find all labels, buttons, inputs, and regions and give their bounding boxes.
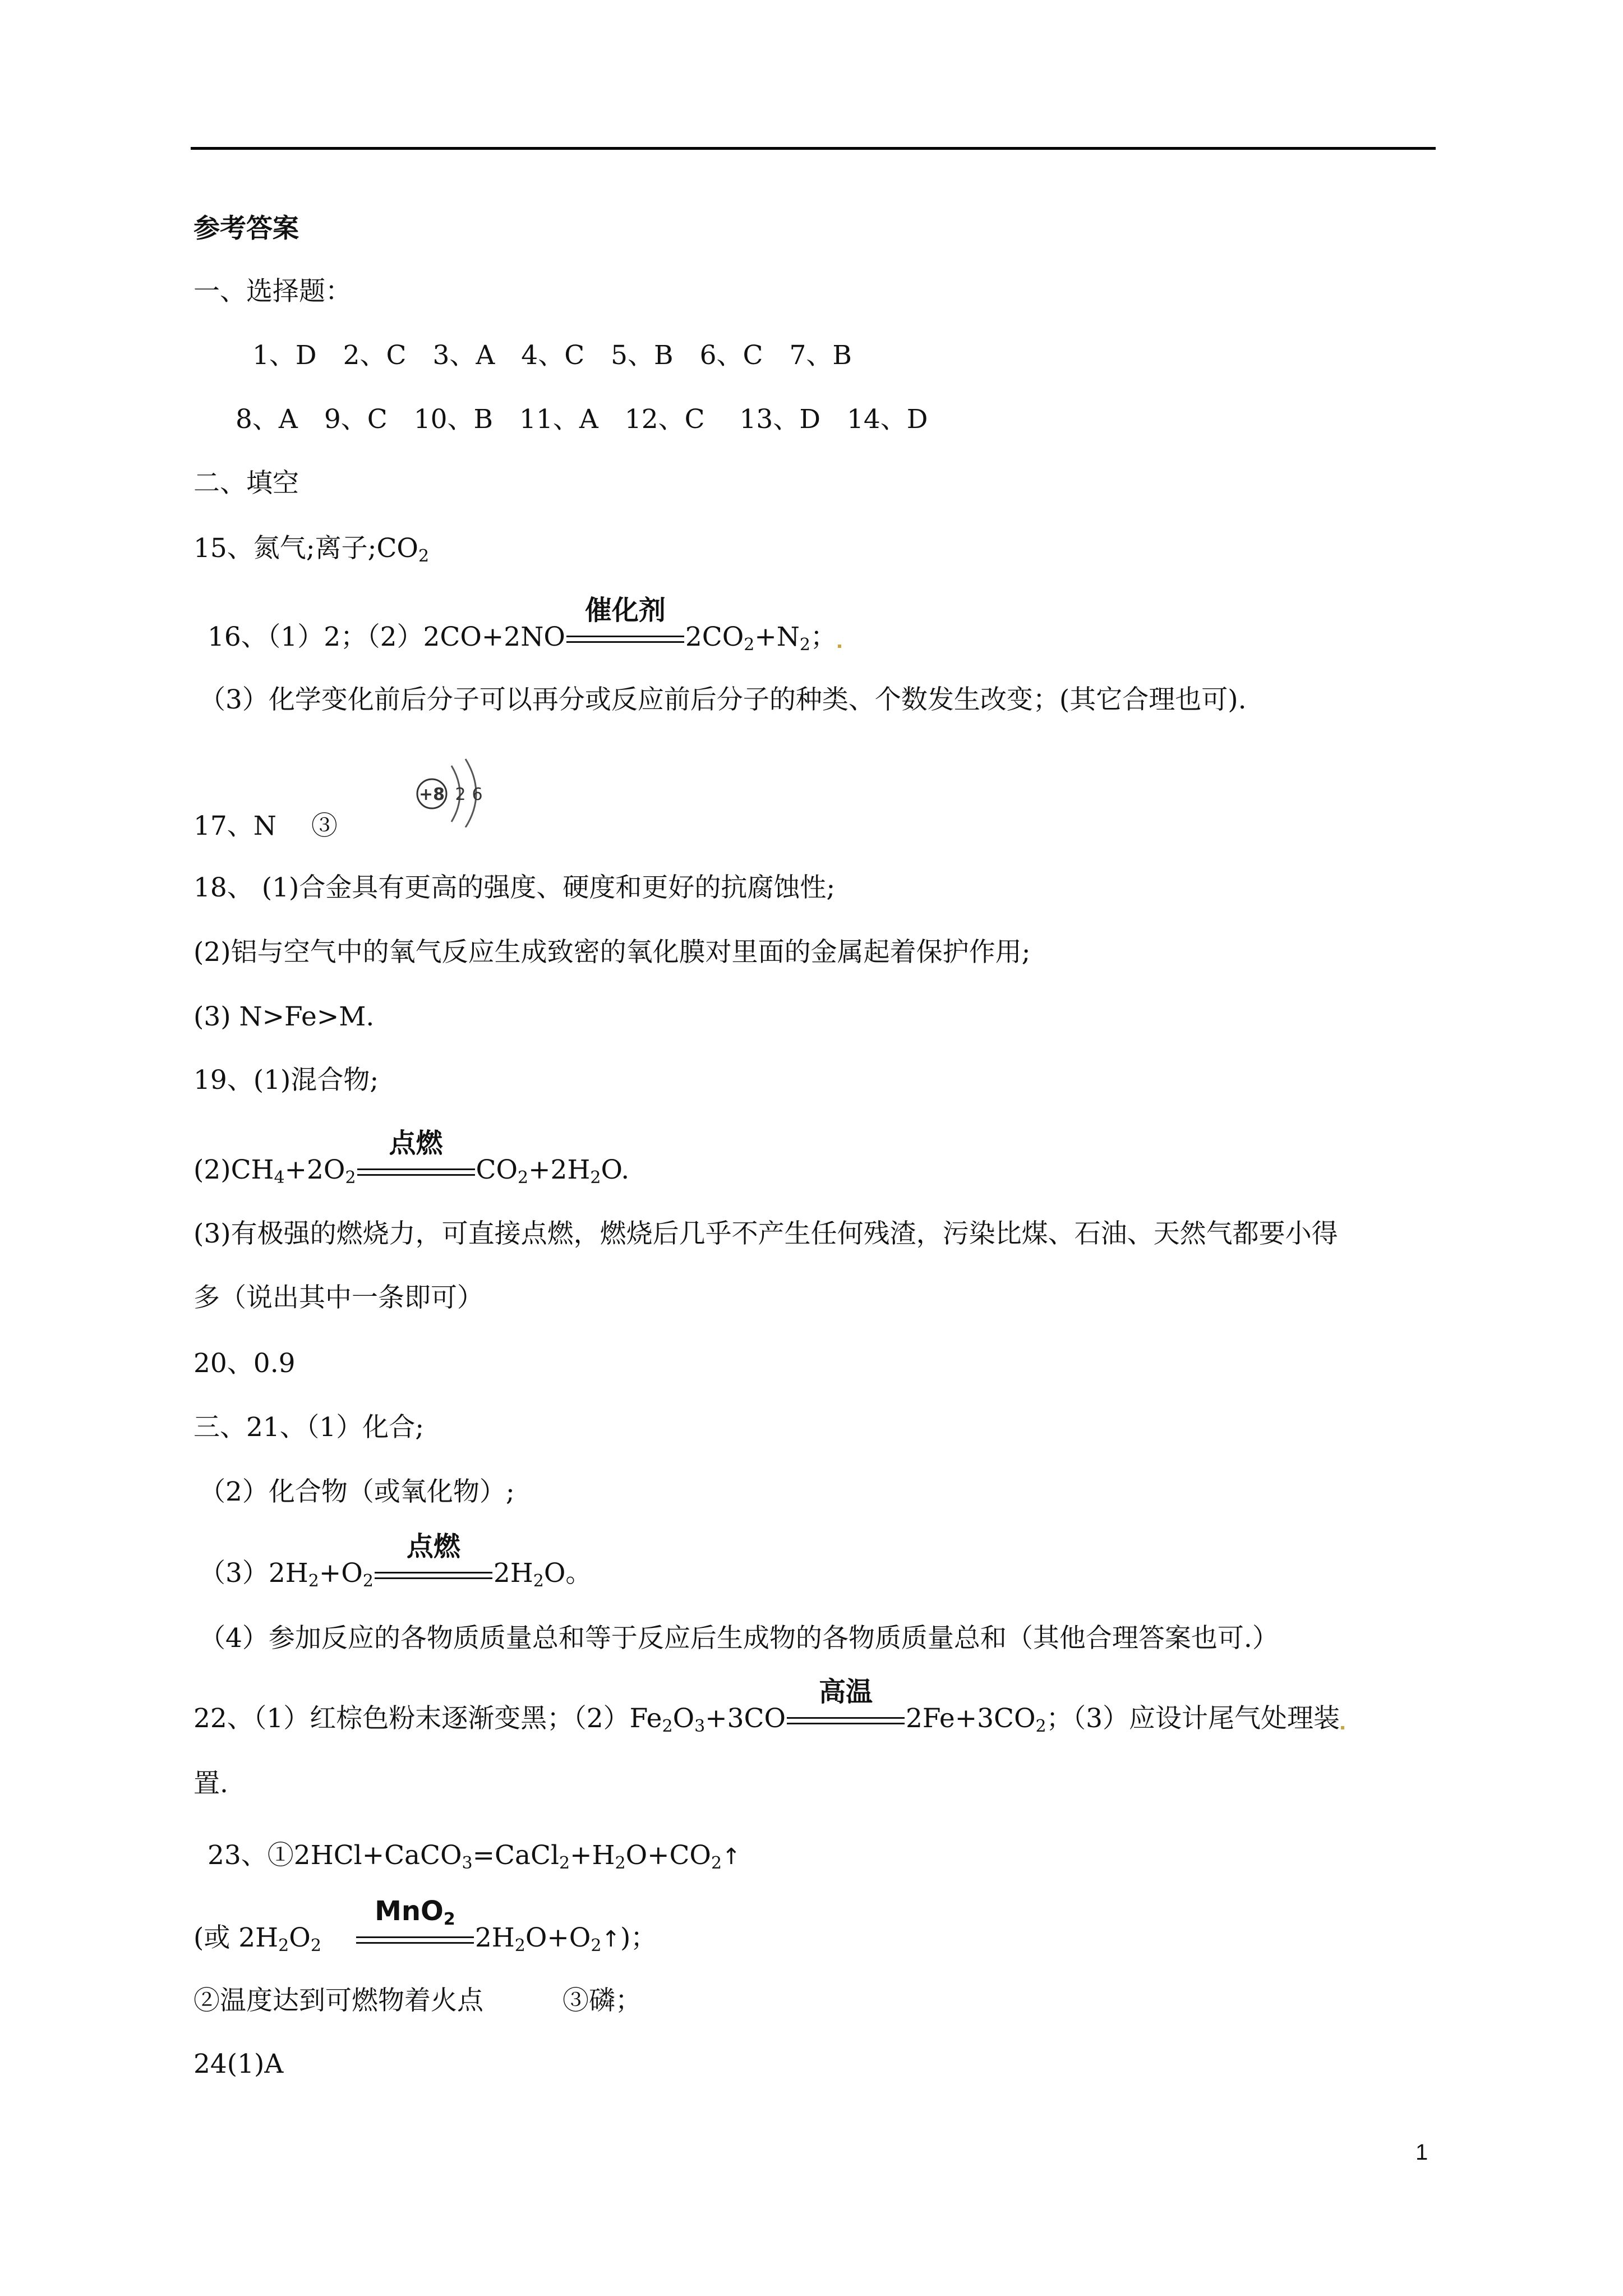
answer-21-part-2: （2）化合物（或氧化物）; bbox=[199, 1476, 515, 1507]
section-choice-heading: 一、选择题： bbox=[193, 276, 352, 307]
reaction-condition: 点燃 bbox=[357, 1153, 475, 1187]
answer-18-part-1: 18、 (1)合金具有更高的强度、硬度和更好的抗腐蚀性; bbox=[193, 872, 836, 903]
gas-arrow-icon: ↑ bbox=[601, 1926, 620, 1952]
page-title: 参考答案 bbox=[193, 213, 299, 244]
reaction-condition: 高温 bbox=[787, 1702, 905, 1736]
answer-16-part-3: （3）化学变化前后分子可以再分或反应前后分子的种类、个数发生改变；(其它合理也可). bbox=[199, 684, 1247, 715]
answer-18-part-2: (2)铝与空气中的氧气反应生成致密的氧化膜对里面的金属起着保护作用; bbox=[193, 937, 1031, 968]
choice-answers-row-1: 1、D 2、C 3、A 4、C 5、B 6、C 7、B bbox=[252, 340, 852, 371]
nucleus-charge: +8 bbox=[418, 785, 445, 804]
atomic-structure-diagram bbox=[409, 743, 505, 827]
choice-answers-row-2: 8、A 9、C 10、B 11、A 12、C 13、D 14、D bbox=[236, 404, 928, 435]
answer-19-equation: $(2)CH_4+2O_2$ 点燃 $CO_2+2H_2O$. bbox=[193, 1128, 630, 1188]
answer-21-part-4: （4）参加反应的各物质质量总和等于反应后生成物的各物质质量总和（其他合理答案也可.） bbox=[199, 1623, 1279, 1654]
answer-24: 24(1)A bbox=[193, 2049, 284, 2079]
shell-electrons-2: 6 bbox=[472, 785, 483, 804]
answer-19-part-3-line-2: 多（说出其中一条即可） bbox=[193, 1282, 483, 1313]
answer-22: 22、（1）红棕色粉末逐渐变黑；$(2)Fe_2O_3+3CO$ 高温 $2Fe+3CO_2$；（3）应设计尾气处理装 bbox=[193, 1702, 1345, 1736]
answer-23-equation-2: (或 $2H_2O_2$ MnO$_2$ $2H_2O+O_2↑$)； bbox=[193, 1895, 657, 1955]
answer-23-parts-2-3: ②温度达到可燃物着火点 ③磷； bbox=[193, 1985, 642, 2016]
shell-electrons-1: 2 bbox=[455, 785, 466, 804]
page-number: 1 bbox=[1415, 2140, 1428, 2165]
answer-23-equation-1: 23、$①2HCl+CaCO_3=CaCl_2+H_2O+CO_2↑$ bbox=[208, 1840, 741, 1873]
answer-15: 15、氮气;离子$;CO_2$ bbox=[193, 533, 430, 566]
answer-19-part-1: 19、(1)混合物; bbox=[193, 1065, 379, 1096]
reaction-condition: 催化剂 bbox=[566, 620, 684, 654]
answer-20: 20、0.9 bbox=[193, 1348, 296, 1379]
answer-22-continued: 置. bbox=[193, 1768, 228, 1799]
section-fill-heading: 二、填空 bbox=[193, 468, 299, 499]
answer-16-equation: 16、（1）2；（2）2CO+2NO 催化剂 $2CO_2+N_2$； bbox=[208, 620, 842, 654]
answer-21-equation: $(3)2H_2+O_2$ 点燃 $2H_2O$。 bbox=[199, 1531, 592, 1591]
answer-18-part-3: (3) N>Fe>M. bbox=[193, 1001, 375, 1032]
reaction-condition: MnO$_2$ bbox=[356, 1921, 474, 1955]
answer-19-part-3-line-1: (3)有极强的燃烧力，可直接点燃，燃烧后几乎不产生任何残渣，污染比煤、石油、天然气都要小得 bbox=[193, 1218, 1338, 1249]
answer-21-part-1: 三、21、（1）化合; bbox=[193, 1412, 425, 1443]
reaction-condition: 点燃 bbox=[375, 1557, 492, 1590]
header-rule bbox=[191, 147, 1436, 150]
answer-17: 17、N ③ bbox=[193, 811, 338, 841]
gas-arrow-icon: ↑ bbox=[722, 1844, 741, 1870]
